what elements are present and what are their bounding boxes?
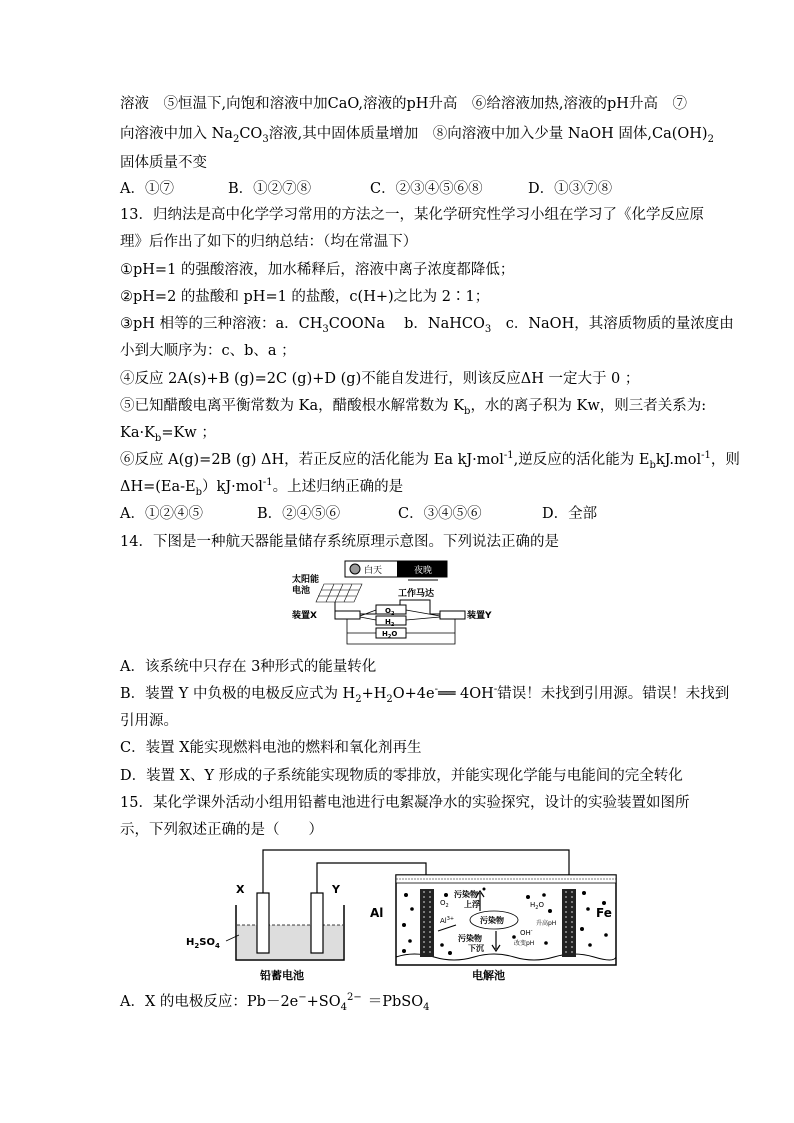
device-x-label: 装置X xyxy=(292,611,317,621)
pollutant-mid-label: 污染物 xyxy=(480,916,504,925)
solar-label-2: 电池 xyxy=(292,586,311,596)
al3-label: $Al^{3+}$ xyxy=(440,916,455,925)
y-label: Y xyxy=(332,883,340,896)
lead-acid-battery xyxy=(236,893,344,960)
motor-label: 工作马达 xyxy=(398,589,435,599)
battery-label: 铅蓄电池 xyxy=(260,969,304,982)
q13-option-d: D．全部 xyxy=(542,506,598,522)
q13-statement-6-cont: $\Delta H=(Ea-E_b)kJ\cdot mol^{-1}$。上述归纳正确的是 xyxy=(120,477,404,498)
h2-label: $H_2$ xyxy=(385,618,395,628)
q13-stem-1: 13．归纳法是高中化学学习常用的方法之一，某化学研究性学习小组在学习了《化学反应原 xyxy=(120,207,704,223)
q14-option-c: C．装置 X能实现燃料电池的燃料和氧化剂再生 xyxy=(120,740,422,756)
cell-label: 电解池 xyxy=(472,969,505,982)
q13-statement-4: ④反应 2A(s)+B (g)=2C (g)+D (g)不能自发进行，则该反应ΔH 一定大于 0 ； xyxy=(120,371,640,387)
q13-statement-3-cont: 小到大顺序为：c、b、a ； xyxy=(120,343,296,359)
q15-stem-1: 15．某化学课外活动小组用铅蓄电池进行电絮凝净水的实验探究，设计的实验装置如图所 xyxy=(120,795,690,811)
oh-label: OH- xyxy=(520,928,533,937)
q12-line-1: 溶液 ⑤恒温下,向饱和溶液中加CaO,溶液的pH升高 ⑥给溶液加热,溶液的pH升高 ⑦ xyxy=(120,96,687,112)
q14-option-a: A．该系统中只存在 3种形式的能量转化 xyxy=(120,659,377,675)
electrolysis-cell xyxy=(396,875,616,965)
q13-statement-5-cont: $Ka\cdot K_b=Kw$ ； xyxy=(120,425,216,444)
pollutant-up-label-1: 污染物 xyxy=(454,890,478,899)
q13-statement-2: ②pH=2 的盐酸和 pH=1 的盐酸，c(H+)之比为 2∶1； xyxy=(120,289,490,305)
q13-option-b: B．②④⑤⑥ xyxy=(257,506,341,522)
q13-statement-1: ①pH=1 的强酸溶液，加水稀释后，溶液中离子浓度都降低； xyxy=(120,262,515,278)
pollutant-down-label-1: 污染物 xyxy=(458,934,482,943)
q13-stem-2: 理》后作出了如下的归纳总结：（均在常温下） xyxy=(120,234,418,250)
q13-statement-3: ③pH 相等的三种溶液：a．$CH_3COONa$ b．NaHCO$_3$ c．NaOH，其溶质物质的量浓度由 xyxy=(120,316,734,335)
device-y-box xyxy=(440,611,465,619)
q12-line-2: 向溶液中加入 $Na_2CO_3$溶液,其中固体质量增加 ⑧向溶液中加入少量 NaOH 固体$,Ca(OH)_2$ xyxy=(120,126,714,145)
fe-electrode xyxy=(562,889,576,957)
q14-option-b-cont: 引用源。 xyxy=(120,713,178,729)
al-label: Al xyxy=(370,906,384,920)
device-y-label: 装置Y xyxy=(467,611,492,621)
q13-statement-5: ⑤已知醋酸电离平衡常数为 Ka，醋酸根水解常数为 $K_b$，水的离子积为 Kw，则三者关系为: xyxy=(120,398,707,417)
q13-option-a: A．①②④⑤ xyxy=(120,506,203,522)
electrode-y xyxy=(311,893,323,953)
sun-icon xyxy=(350,564,360,574)
h2so4-label: $H_2SO_4$ xyxy=(186,937,220,950)
h2o-label: $H_2O$ xyxy=(382,630,398,640)
q14-option-d: D．装置 X、Y 形成的子系统能实现物质的零排放，并能实现化学能与电能间的完全转化 xyxy=(120,768,683,784)
q12-option-c: C．②③④⑤⑥⑧ xyxy=(370,181,483,197)
electrode-x xyxy=(257,893,269,953)
q13-statement-6: ⑥反应 A(g)=2B (g) ΔH，若正反应的活化能为 Ea kJ·mol$^{-1}$,逆反应的活化能为 $E_bkJ.mol^{-1}$，则 xyxy=(120,450,740,471)
q14-energy-storage-diagram xyxy=(290,560,500,646)
day-label: 白天 xyxy=(364,566,383,576)
x-label: X xyxy=(236,883,245,896)
q12-option-a: A．①⑦ xyxy=(120,181,174,197)
fe-label: Fe xyxy=(596,906,612,920)
device-x-box xyxy=(335,611,360,619)
h2o-label: $H_2O$ xyxy=(530,901,544,911)
pollutant-down-label-2: 下沉 xyxy=(468,944,484,953)
night-label: 夜晚 xyxy=(414,566,433,576)
ph-label-2: 改变pH xyxy=(514,940,535,947)
al-electrode xyxy=(420,889,434,957)
solar-panel-icon xyxy=(316,584,362,602)
ph-label-1: 升高pH xyxy=(536,920,557,927)
q12-option-d: D．①③⑦⑧ xyxy=(528,181,613,197)
q13-option-c: C．③④⑤⑥ xyxy=(398,506,482,522)
q14-stem: 14．下图是一种航天器能量储存系统原理示意图。下列说法正确的是 xyxy=(120,534,559,550)
q15-option-a: A．X 的电极反应：$Pb-2e^-+SO_4^{2-}$ ＝PbSO$_4$ xyxy=(120,992,430,1013)
q12-option-b: B．①②⑦⑧ xyxy=(228,181,312,197)
pollutant-up-label-2: 上浮 xyxy=(464,900,480,909)
q12-line-3: 固体质量不变 xyxy=(120,155,207,171)
q15-stem-2: 示，下列叙述正确的是（ ） xyxy=(120,822,323,838)
q14-option-b: B．装置 Y 中负极的电极反应式为 $H_2+H_2O+4e^-══$ 4OH-错误！未找到引用源。错误！未找到 xyxy=(120,684,730,705)
o2-label: $O_2$ xyxy=(440,899,449,909)
solar-label-1: 太阳能 xyxy=(292,575,320,585)
q15-electrolysis-diagram xyxy=(184,845,624,985)
o2-label: $O_2$ xyxy=(385,607,395,617)
